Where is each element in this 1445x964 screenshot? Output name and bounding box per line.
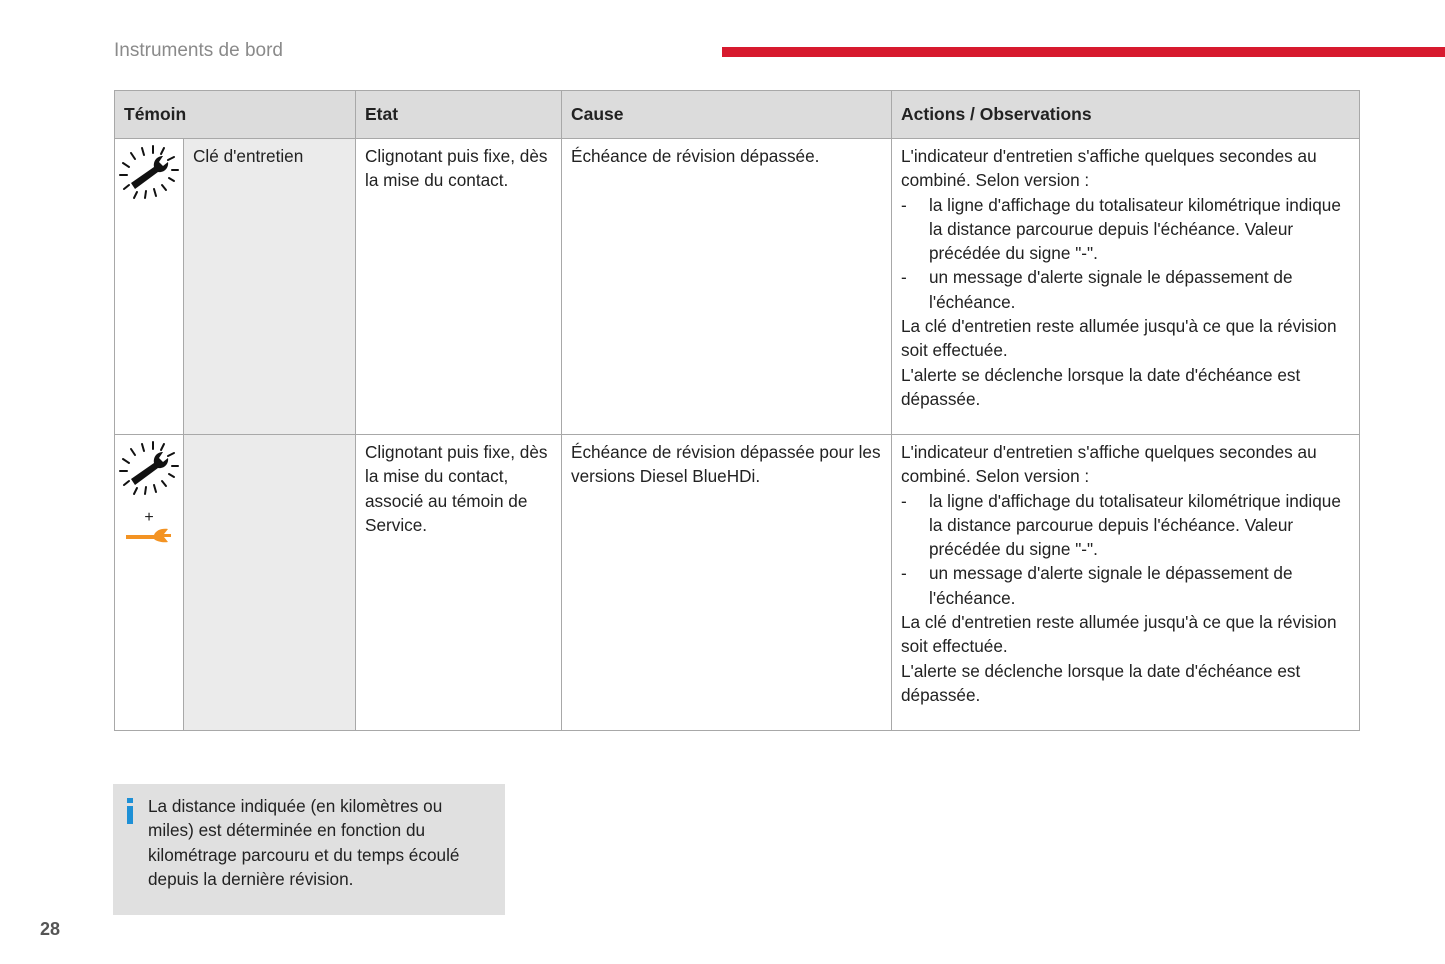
list-item xyxy=(901,193,1350,266)
list-item xyxy=(901,561,1350,610)
info-text: La distance indiquée (en kilomètres ou miles) est déterminée en fonction du kilométrage parcouru et du temps écoulé depuis la dernière révision. xyxy=(148,796,460,889)
table-row xyxy=(115,435,1360,731)
table-header xyxy=(115,91,1360,139)
page-number: 28 xyxy=(40,919,61,939)
info-box xyxy=(113,784,505,915)
list-item-text: un message d'alerte signale le dépassement de l'échéance. xyxy=(929,267,1293,312)
actions-cell xyxy=(892,139,1360,435)
bullet: - xyxy=(901,267,907,288)
accent-bar xyxy=(722,47,1445,57)
list-item-text: un message d'alerte signale le dépassement de l'échéance. xyxy=(929,563,1293,608)
warning-lights-table xyxy=(114,90,1360,731)
actions-paragraph: La clé d'entretien reste allumée jusqu'à ce que la révision soit effectuée. xyxy=(901,316,1337,361)
actions-paragraph: L'alerte se déclenche lorsque la date d'échéance est dépassée. xyxy=(901,660,1301,705)
column-header: Témoin xyxy=(115,91,356,139)
state-cell: Clignotant puis fixe, dès la mise du contact. xyxy=(356,139,562,435)
cause-cell: Échéance de révision dépassée pour les versions Diesel BlueHDi. xyxy=(562,435,892,731)
flashing-wrench-icon xyxy=(116,143,182,203)
list-item-text: la ligne d'affichage du totalisateur kilométrique indique la distance parcourue depuis l'échéance. Valeur précédée du signe "-". xyxy=(929,194,1341,264)
indicator-cell xyxy=(115,139,184,435)
actions-cell xyxy=(892,435,1360,731)
indicator-cell xyxy=(115,435,184,731)
list-item xyxy=(901,265,1350,314)
list-item-text: la ligne d'affichage du totalisateur kilométrique indique la distance parcourue depuis l'échéance. Valeur précédée du signe "-". xyxy=(929,490,1341,560)
actions-intro: L'indicateur d'entretien s'affiche quelques secondes au combiné. Selon version : xyxy=(901,442,1317,487)
info-icon xyxy=(125,798,135,824)
indicator-name: Clé d'entretien xyxy=(184,139,356,435)
column-header: Etat xyxy=(356,91,562,139)
section-title: Instruments de bord xyxy=(114,40,283,61)
cause-cell: Échéance de révision dépassée. xyxy=(562,139,892,435)
list-item xyxy=(901,489,1350,562)
indicator-name xyxy=(184,435,356,731)
bullet: - xyxy=(901,490,907,511)
state-cell: Clignotant puis fixe, dès la mise du contact, associé au témoin de Service. xyxy=(356,435,562,731)
column-header: Actions / Observations xyxy=(892,91,1360,139)
bullet: - xyxy=(901,194,907,215)
table-row xyxy=(115,139,1360,435)
actions-intro: L'indicateur d'entretien s'affiche quelques secondes au combiné. Selon version : xyxy=(901,146,1317,191)
bullet: - xyxy=(901,563,907,584)
flashing-wrench-icon xyxy=(116,439,182,499)
actions-paragraph: La clé d'entretien reste allumée jusqu'à ce que la révision soit effectuée. xyxy=(901,612,1337,657)
service-wrench-icon xyxy=(124,527,174,549)
actions-paragraph: L'alerte se déclenche lorsque la date d'échéance est dépassée. xyxy=(901,364,1301,409)
column-header: Cause xyxy=(562,91,892,139)
plus-sign: + xyxy=(144,509,154,527)
